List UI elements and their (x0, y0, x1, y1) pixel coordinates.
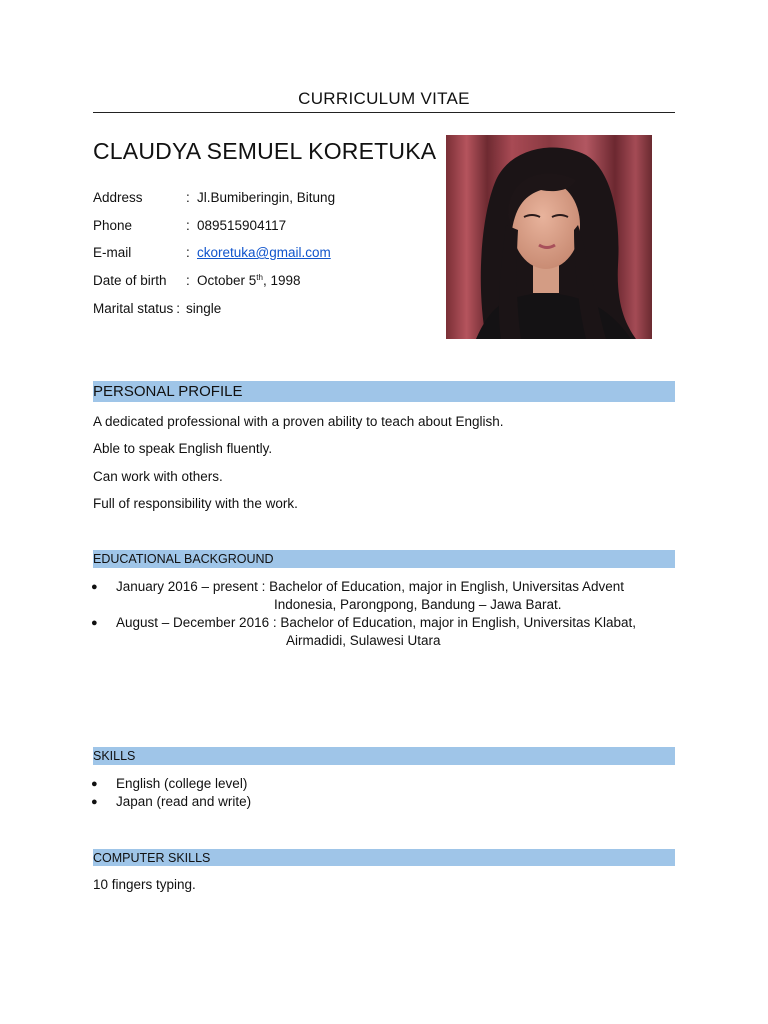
profile-line: Can work with others. (93, 469, 223, 484)
education-line: August – December 2016 : Bachelor of Education, major in English, Universitas Klabat, (116, 615, 637, 630)
dob-ordinal: th (256, 273, 263, 282)
education-line: Indonesia, Parongpong, Bandung – Jawa Barat. (274, 597, 562, 612)
colon: : (186, 273, 190, 288)
dob-row (93, 272, 301, 290)
bullet-icon: ● (91, 778, 98, 790)
marital-label: Marital status (93, 301, 174, 316)
education-line: Airmadidi, Sulawesi Utara (286, 633, 441, 648)
profile-line: A dedicated professional with a proven ability to teach about English. (93, 414, 504, 429)
education-header (93, 550, 675, 568)
dob-month-day: October 5 (197, 273, 257, 288)
profile-line: Full of responsibility with the work. (93, 496, 298, 511)
bullet-icon: ● (91, 796, 98, 808)
candidate-name: CLAUDYA SEMUEL KORETUKA (93, 138, 437, 164)
title-underline (93, 112, 675, 113)
address-row (93, 189, 335, 207)
dob-year: , 1998 (262, 273, 301, 288)
personal-profile-header (93, 381, 675, 402)
computer-skills-header (93, 849, 675, 866)
skills-header (93, 747, 675, 765)
email-link[interactable]: ckoretuka@gmail.com (197, 245, 331, 260)
colon: : (186, 190, 190, 205)
personal-profile-title: PERSONAL PROFILE (93, 383, 243, 400)
address-value: Jl.Bumiberingin, Bitung (197, 190, 336, 205)
computer-skills-title: COMPUTER SKILLS (93, 851, 211, 865)
profile-line: Able to speak English fluently. (93, 441, 273, 456)
document-title: CURRICULUM VITAE (298, 89, 470, 108)
email-row (93, 244, 331, 262)
skill-text: Japan (read and write) (116, 794, 252, 809)
colon: : (186, 218, 190, 233)
profile-photo (446, 135, 652, 339)
colon: : (186, 245, 190, 260)
education-line: January 2016 – present : Bachelor of Education, major in English, Universitas Advent (116, 579, 625, 594)
computer-skill-line: 10 fingers typing. (93, 877, 196, 892)
marital-value: single (186, 301, 222, 316)
phone-value: 089515904117 (197, 218, 287, 233)
bullet-icon: ● (91, 581, 98, 593)
phone-row (93, 217, 286, 235)
skills-title: SKILLS (93, 749, 136, 763)
address-label: Address (93, 190, 143, 205)
marital-row (93, 300, 221, 318)
education-title: EDUCATIONAL BACKGROUND (93, 552, 274, 566)
skill-text: English (college level) (116, 776, 248, 791)
email-label: E-mail (93, 245, 132, 260)
phone-label: Phone (93, 218, 133, 233)
dob-label: Date of birth (93, 273, 167, 288)
bullet-icon: ● (91, 617, 98, 629)
colon: : (176, 301, 181, 316)
